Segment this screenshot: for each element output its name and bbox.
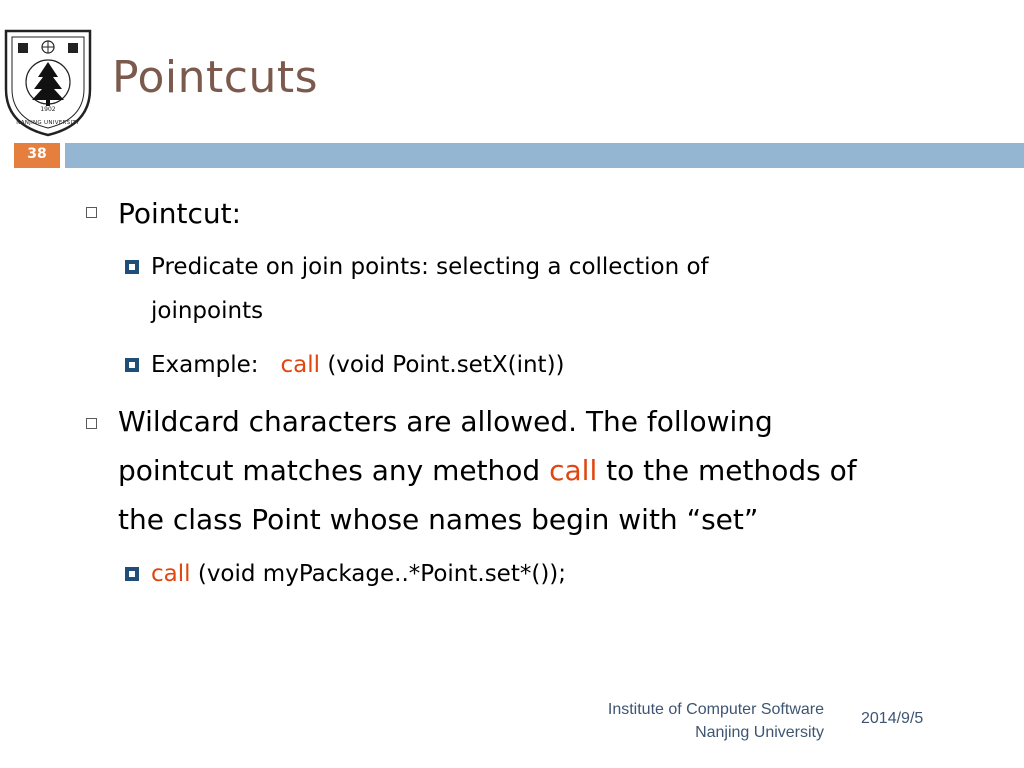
example-label: Example: xyxy=(151,352,259,378)
logo-year: 1902 xyxy=(40,106,56,113)
bullet-wildcard-line2 xyxy=(118,447,978,494)
wildcard-keyword: call xyxy=(549,454,598,487)
wildcard-line2-post: to the methods of xyxy=(606,454,857,487)
sub-bullet-predicate-cont: joinpoints xyxy=(151,298,264,324)
bullet-wildcard-line1: Wildcard characters are allowed. The following xyxy=(118,405,773,438)
bullet-wildcard-line3: the class Point whose names begin with “set” xyxy=(118,503,759,536)
slide-title: Pointcuts xyxy=(112,52,319,103)
call-example-code: (void myPackage..*Point.set*()); xyxy=(197,561,567,587)
wildcard-line2-pre: pointcut matches any method xyxy=(118,454,541,487)
slide-number: 38 xyxy=(14,143,60,168)
sub-bullet-example xyxy=(151,345,911,386)
sub-bullet-icon xyxy=(125,567,139,581)
sub-bullet-call-example xyxy=(151,554,911,595)
sub-bullet-icon xyxy=(125,358,139,372)
footer-organization xyxy=(608,698,824,744)
call-example-keyword: call xyxy=(151,561,191,587)
example-code: (void Point.setX(int)) xyxy=(327,352,565,378)
sub-bullet-predicate: Predicate on join points: selecting a collection of xyxy=(151,254,709,280)
logo-text: NANJING UNIVERSITY xyxy=(16,120,80,126)
bullet-pointcut: Pointcut: xyxy=(118,197,242,230)
example-keyword: call xyxy=(280,352,321,378)
bullet-square-icon xyxy=(86,207,97,218)
footer-date: 2014/9/5 xyxy=(861,710,924,727)
bullet-square-icon xyxy=(86,418,97,429)
sub-bullet-icon xyxy=(125,260,139,274)
footer-org-line2: Nanjing University xyxy=(695,724,824,741)
footer-org-line1: Institute of Computer Software xyxy=(607,701,824,718)
